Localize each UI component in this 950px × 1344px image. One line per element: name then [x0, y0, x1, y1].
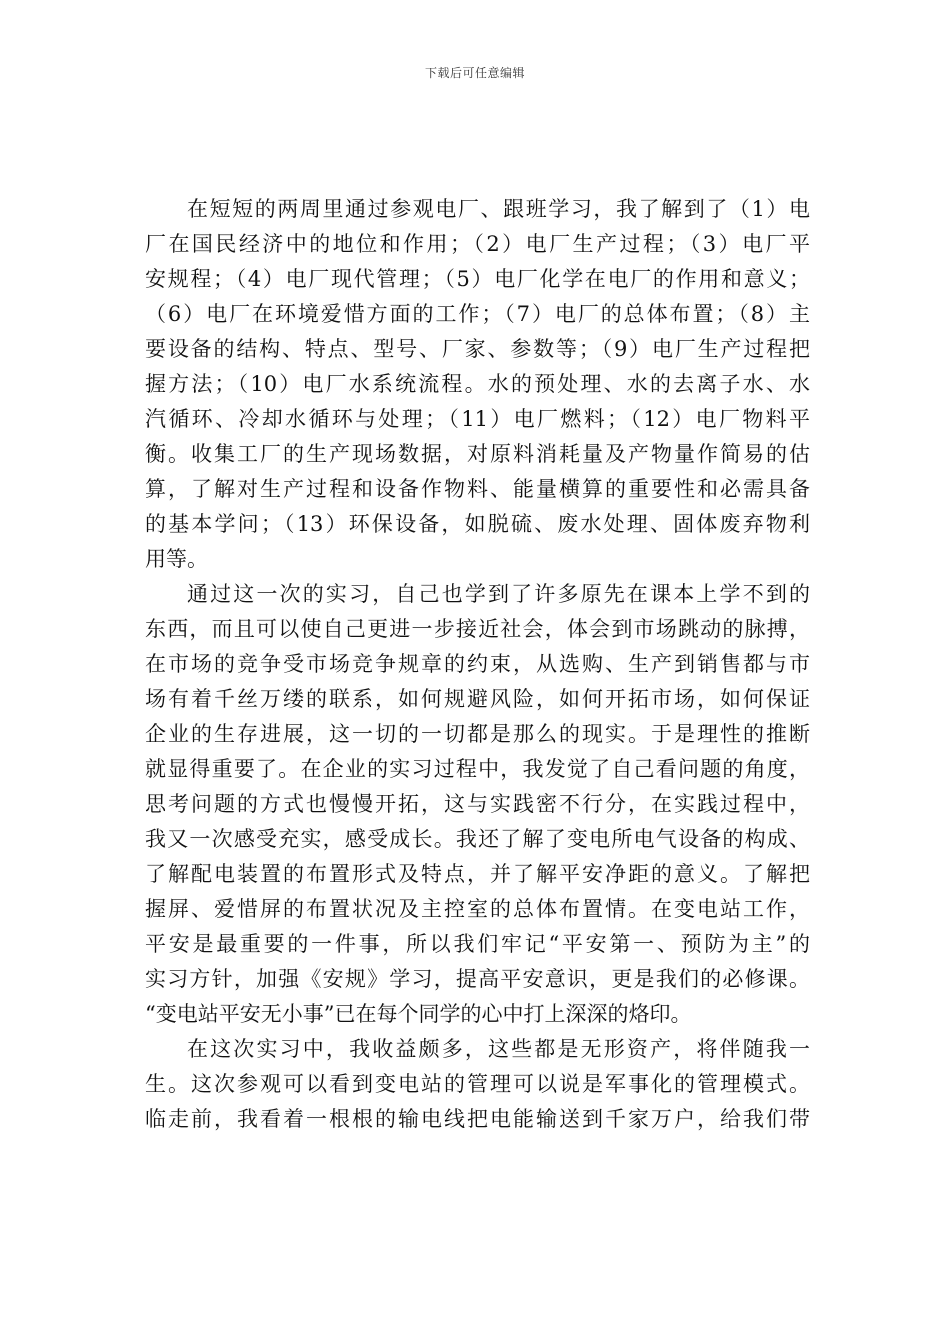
text-line: 要设备的结构、特点、型号、厂家、参数等；（9）电厂生产过程把	[145, 337, 810, 361]
text-line: 握屏、爱惜屏的布置状况及主控室的总体布置情。在变电站工作，	[145, 897, 810, 921]
text-line: （6）电厂在环境爱惜方面的工作；（7）电厂的总体布置；（8）主	[145, 302, 810, 326]
text-line: 临走前，我看着一根根的输电线把电能输送到千家万户，给我们带	[145, 1107, 810, 1131]
text-line: 安规程；（4）电厂现代管理；（5）电厂化学在电厂的作用和意义；	[145, 267, 810, 291]
text-line: 思考问题的方式也慢慢开拓，这与实践密不行分，在实践过程中，	[145, 792, 810, 816]
text-line: 握方法；（10）电厂水系统流程。水的预处理、水的去离子水、水	[145, 372, 810, 396]
text-line: “变电站平安无小事”已在每个同学的心中打上深深的烙印。	[145, 1002, 692, 1026]
text-line: 场有着千丝万缕的联系，如何规避风险，如何开拓市场，如何保证	[145, 687, 810, 711]
text-line: 生。这次参观可以看到变电站的管理可以说是军事化的管理模式。	[145, 1072, 810, 1096]
text-line: 就显得重要了。在企业的实习过程中，我发觉了自己看问题的角度，	[145, 757, 810, 781]
text-line: 企业的生存进展，这一切的一切都是那么的现实。于是理性的推断	[145, 722, 810, 746]
paragraph-3	[145, 1032, 810, 1137]
text-line: 平安是最重要的一件事，所以我们牢记“平安第一、预防为主”的	[145, 932, 810, 956]
text-line: 实习方针，加强《安规》学习，提高平安意识，更是我们的必修课。	[145, 967, 810, 991]
document-body	[145, 192, 810, 1137]
paragraph-1	[145, 192, 810, 577]
text-line: 我又一次感受充实，感受成长。我还了解了变电所电气设备的构成、	[145, 827, 810, 851]
text-line: 在市场的竞争受市场竞争规章的约束，从选购、生产到销售都与市	[145, 652, 810, 676]
text-line: 东西，而且可以使自己更进一步接近社会，体会到市场跳动的脉搏，	[145, 617, 810, 641]
page-header-note: 下载后可任意编辑	[424, 66, 525, 80]
text-line: 了解配电装置的布置形式及特点，并了解平安净距的意义。了解把	[145, 862, 810, 886]
text-line: 算，了解对生产过程和设备作物料、能量横算的重要性和必需具备	[145, 477, 810, 501]
text-line: 厂在国民经济中的地位和作用；（2）电厂生产过程；（3）电厂平	[145, 232, 810, 256]
text-line: 通过这一次的实习，自己也学到了许多原先在课本上学不到的	[187, 582, 810, 606]
text-line: 汽循环、冷却水循环与处理；（11）电厂燃料；（12）电厂物料平	[145, 407, 810, 431]
text-line: 的基本学问；（13）环保设备，如脱硫、废水处理、固体废弃物利	[145, 512, 810, 536]
text-line: 在这次实习中，我收益颇多，这些都是无形资产，将伴随我一	[187, 1037, 810, 1061]
paragraph-2	[145, 577, 810, 1032]
text-line: 用等。	[145, 547, 208, 571]
text-line: 衡。收集工厂的生产现场数据，对原料消耗量及产物量作简易的估	[145, 442, 810, 466]
text-line: 在短短的两周里通过参观电厂、跟班学习，我了解到了（1）电	[187, 197, 810, 221]
